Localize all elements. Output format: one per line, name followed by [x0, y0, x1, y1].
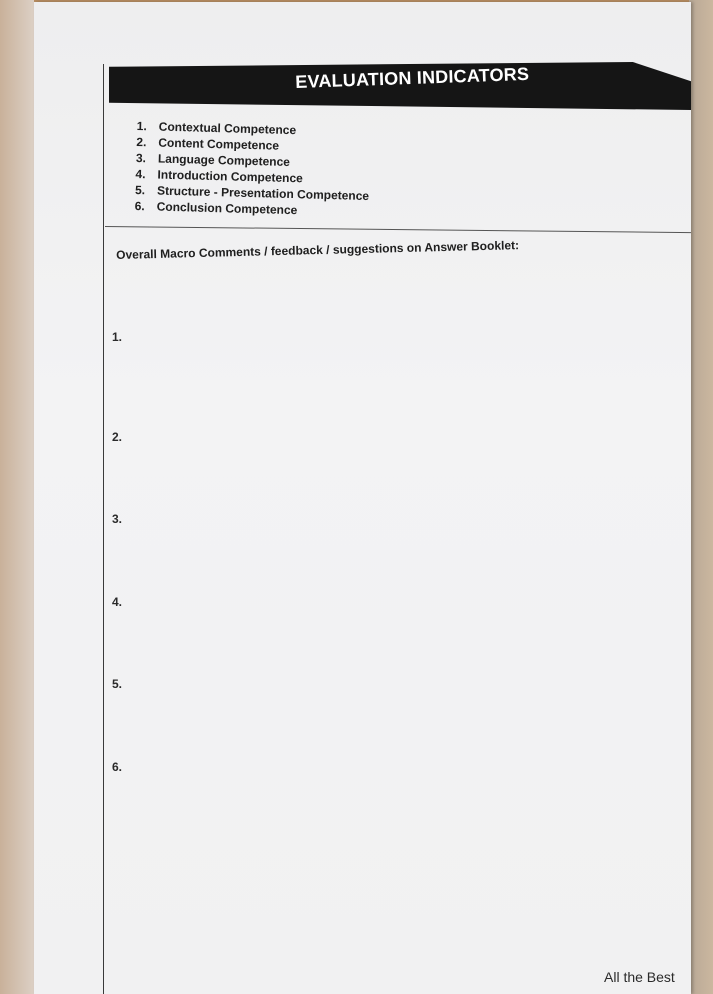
footer-note: All the Best — [604, 969, 675, 985]
comment-number-3: 3. — [112, 512, 123, 526]
indicator-list — [134, 118, 370, 220]
left-margin-rule — [103, 64, 104, 994]
indicator-label: Introduction Competence — [157, 167, 304, 186]
indicator-label: Content Competence — [158, 135, 280, 153]
comments-heading: Overall Macro Comments / feedback / suggestions on Answer Booklet: — [116, 238, 520, 262]
indicator-number: 3. — [135, 150, 147, 166]
page-title: EVALUATION INDICATORS — [295, 63, 530, 92]
indicator-number: 5. — [134, 182, 146, 198]
indicator-number: 4. — [135, 166, 146, 182]
comment-number-1: 1. — [112, 330, 123, 344]
indicator-label: Contextual Competence — [158, 119, 297, 138]
indicator-label: Conclusion Competence — [156, 199, 298, 218]
tabletop-right — [689, 0, 713, 994]
comment-number-2: 2. — [112, 430, 123, 444]
indicator-number: 1. — [136, 118, 147, 134]
indicator-number: 2. — [136, 134, 147, 150]
tabletop-left — [0, 0, 34, 994]
comment-number-6: 6. — [112, 760, 123, 774]
indicator-label: Structure - Presentation Competence — [156, 183, 370, 204]
comment-number-5: 5. — [112, 677, 123, 691]
comment-number-4: 4. — [112, 595, 123, 609]
indicator-label: Language Competence — [157, 151, 291, 170]
indicator-number: 6. — [134, 198, 145, 214]
